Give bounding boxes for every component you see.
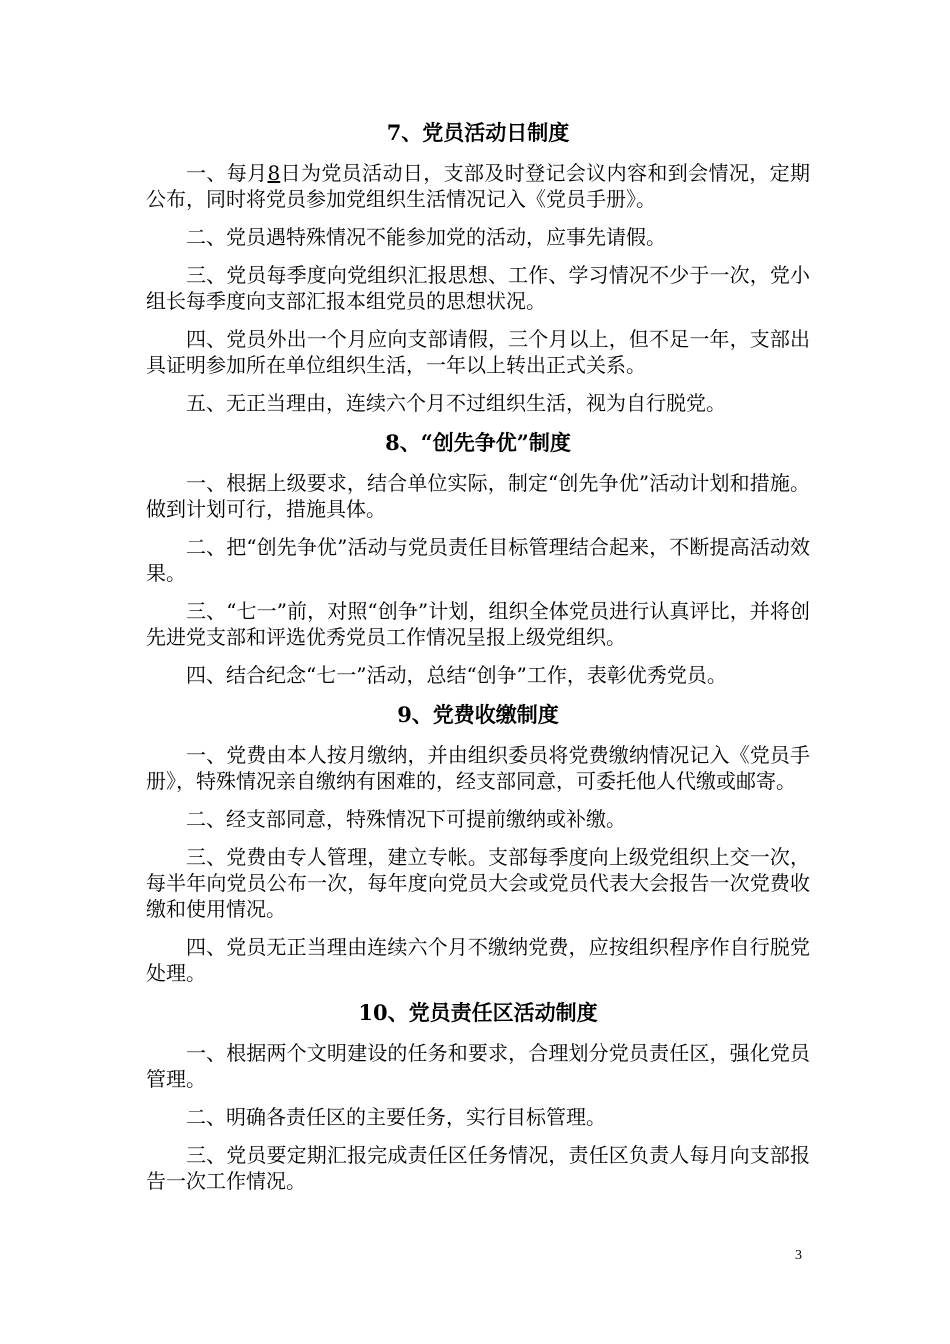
paragraph: 一、根据上级要求，结合单位实际，制定“创先争优”活动计划和措施。做到计划可行，措施具体。 — [146, 471, 810, 521]
paragraph: 一、党费由本人按月缴纳，并由组织委员将党费缴纳情况记入《党员手册》，特殊情况亲自缴纳有困难的，经支部同意，可委托他人代缴或邮寄。 — [146, 743, 810, 793]
paragraph: 二、经支部同意，特殊情况下可提前缴纳或补缴。 — [186, 807, 626, 831]
paragraph: 三、“七一”前，对照“创争”计划，组织全体党员进行认真评比，并将创先进党支部和评选优秀党员工作情况呈报上级党组织。 — [146, 599, 810, 649]
paragraph: 一、根据两个文明建设的任务和要求，合理划分党员责任区，强化党员管理。 — [146, 1041, 810, 1091]
document-page — [146, 118, 810, 1194]
section-title: 7、党员活动日制度 — [386, 120, 570, 145]
section-9 — [146, 700, 810, 986]
paragraph: 四、结合纪念“七一”活动，总结“创争”工作，表彰优秀党员。 — [186, 663, 727, 687]
paragraph: 二、把“创先争优”活动与党员责任目标管理结合起来，不断提高活动效果。 — [146, 535, 810, 585]
paragraph: 四、党员外出一个月应向支部请假，三个月以上，但不足一年，支部出具证明参加所在单位组织生活，一年以上转出正式关系。 — [146, 327, 810, 377]
day-number: 8 — [267, 161, 281, 185]
paragraph-text-post: 日为党员活动日，支部及时登记会议内容和到会情况，定期公布，同时将党员参加党组织生活情况记入《党员手册》。 — [146, 161, 811, 211]
paragraph: 五、无正当理由，连续六个月不过组织生活，视为自行脱党。 — [186, 391, 726, 415]
paragraph: 三、党员每季度向党组织汇报思想、工作、学习情况不少于一次，党小组长每季度向支部汇报本组党员的思想状况。 — [146, 263, 810, 313]
paragraph — [146, 160, 810, 212]
paragraph: 三、党费由专人管理，建立专帐。支部每季度向上级党组织上交一次，每半年向党员公布一次，每年度向党员大会或党员代表大会报告一次党费收缴和使用情况。 — [146, 845, 810, 921]
section-title: 10、党员责任区活动制度 — [358, 1000, 598, 1025]
paragraph: 四、党员无正当理由连续六个月不缴纳党费，应按组织程序作自行脱党处理。 — [146, 935, 810, 985]
section-title: 8、“创先争优”制度 — [385, 430, 571, 455]
section-7 — [146, 118, 810, 416]
section-8 — [146, 428, 810, 688]
page-number: 3 — [795, 1248, 802, 1263]
paragraph: 二、明确各责任区的主要任务，实行目标管理。 — [186, 1105, 606, 1129]
section-10 — [146, 998, 810, 1194]
section-title: 9、党费收缴制度 — [397, 702, 559, 727]
paragraph-text-pre: 一、每月 — [186, 161, 268, 185]
paragraph: 二、党员遇特殊情况不能参加党的活动，应事先请假。 — [186, 225, 666, 249]
paragraph: 三、党员要定期汇报完成责任区任务情况，责任区负责人每月向支部报告一次工作情况。 — [146, 1143, 810, 1193]
